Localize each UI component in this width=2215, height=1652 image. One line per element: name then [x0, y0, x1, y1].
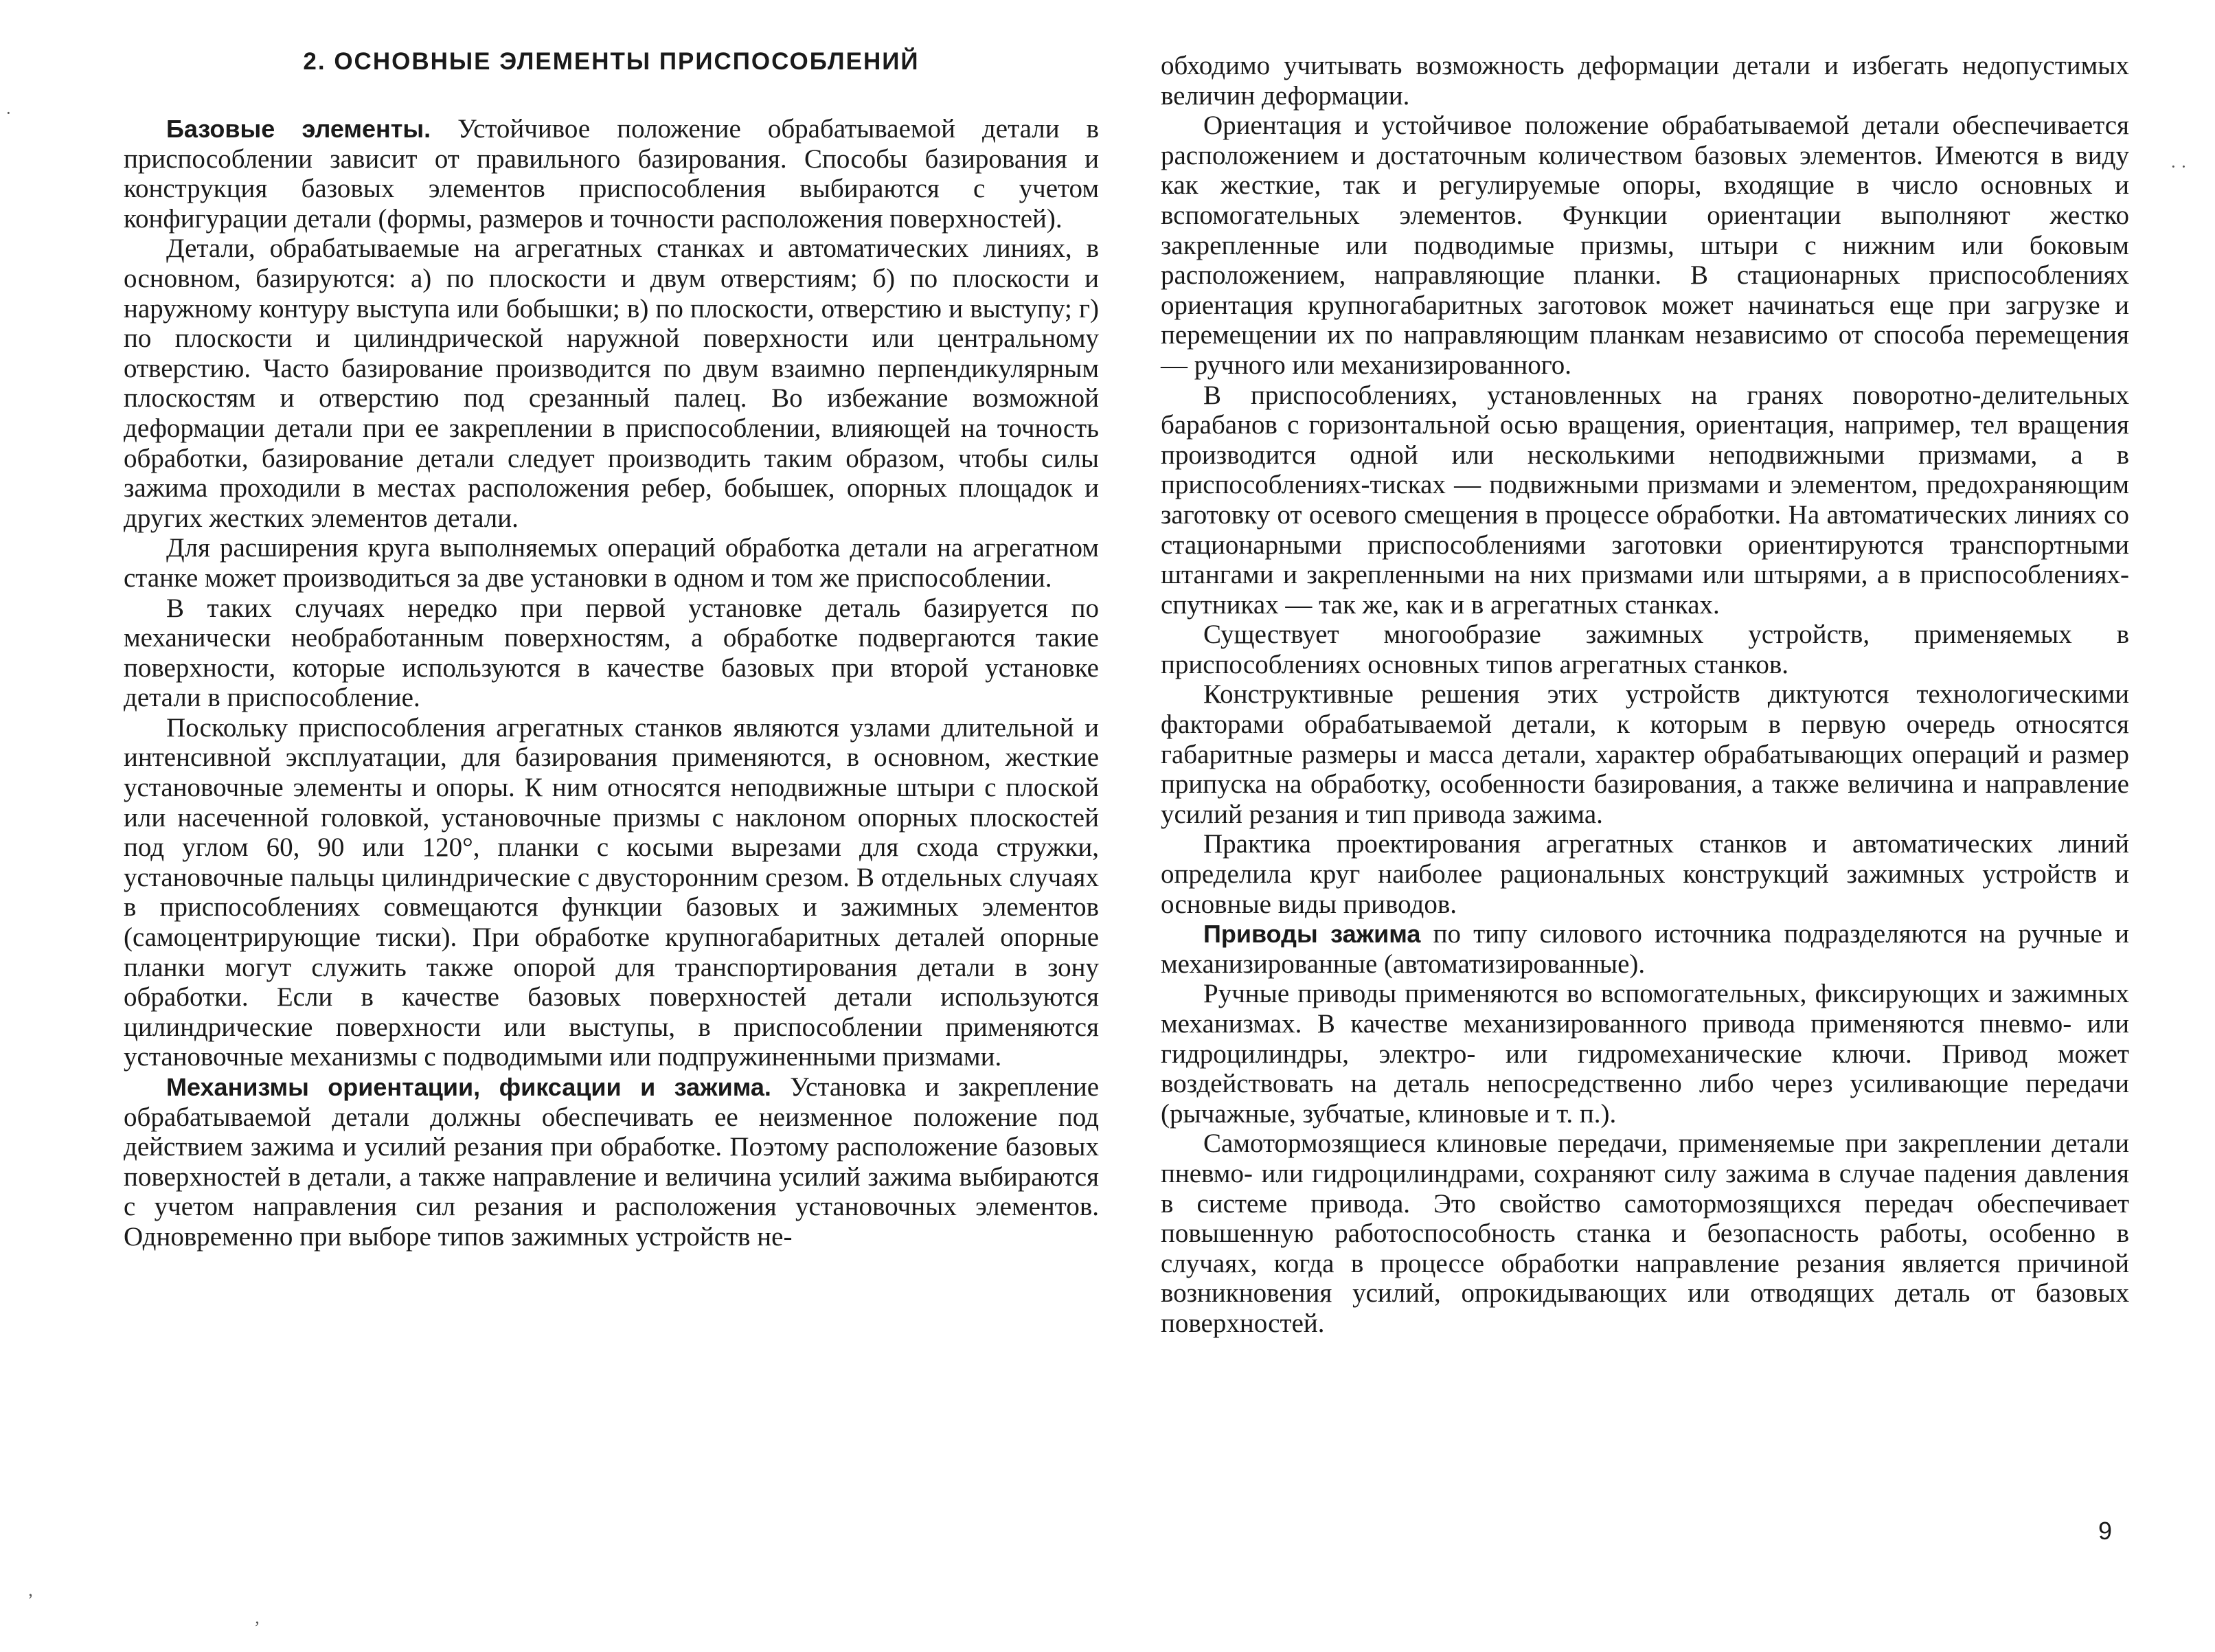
paragraph-mechanisms — [124, 1072, 1099, 1252]
paragraph-text: Устойчивое положение обрабатываемой детали в приспособлении зависит от правильного базирования. Способы базирования и конструкция базовых элементов приспособления выбираются с учетом конфигурации детали (формы, размеров и точности расположения поверхностей). — [124, 114, 1100, 234]
paragraph: Конструктивные решения этих устройств диктуются технологическими факторами обрабатываемой детали, к которым в первую очередь относятся габаритные размеры и масса детали, характер обрабатывающих операций и размер припуска на обработку, особенности базирования, а также величина и направление усилий резания и тип привода зажима. — [1161, 679, 2129, 829]
page-number: 9 — [2098, 1517, 2112, 1545]
scan-speck: · · — [2170, 157, 2187, 177]
left-page — [124, 0, 1099, 1652]
paragraph: Самотормозящиеся клиновые передачи, применяемые при закреплении детали пневмо- или гидроцилиндрами, сохраняют силу зажима в случае падения давления в системе привода. Это свойство самотормозящихся передач обеспечивает повышенную работоспособность станка и безопасность работы, особенно в случаях, когда в процессе обработки направление резания является причиной возникновения усилий, опрокидывающих или отводящих деталь от базовых поверхностей. — [1161, 1129, 2129, 1338]
right-page — [1161, 0, 2129, 1652]
paragraph: Ручные приводы применяются во вспомогательных, фиксирующих и зажимных механизмах. В качестве механизированного привода применяются пневмо- или гидроцилиндры, электро- или гидромеханические ключи. Привод может воздействовать на деталь непосредственно либо через усиливающие передачи (рычажные, зубчатые, клиновые и т. п.). — [1161, 979, 2129, 1129]
left-column-text — [124, 114, 1099, 1252]
scan-speck: ‚ — [27, 1580, 34, 1600]
paragraph-text: по типу силового источника подразделяются на ручные и механизированные (автоматизированные). — [1161, 919, 2129, 979]
paragraph: Существует многообразие зажимных устройств, применяемых в приспособлениях основных типов агрегатных станков. — [1161, 620, 2129, 679]
paragraph-continuation: обходимо учитывать возможность деформации детали и избегать недопустимых величин деформации. — [1161, 51, 2129, 111]
paragraph: В таких случаях нередко при первой установке деталь базируется по механически необработанным поверхностям, а обработке подвергаются такие поверхности, которые используются в качестве базовых при второй установке детали в приспособление. — [124, 593, 1099, 713]
paragraph: Ориентация и устойчивое положение обрабатываемой детали обеспечивается расположением и достаточным количеством базовых элементов. Имеются в виду как жесткие, так и регулируемые опоры, входящие в число основных и вспомогательных элементов. Функции ориентации выполняют жестко закрепленные или подводимые призмы, штыри с нижним или боковым расположением, направляющие планки. В стационарных приспособлениях ориентация крупногабаритных заготовок может начинаться еще при загрузке и перемещении их по направляющим планкам независимо от способа перемещения — ручного или механизированного. — [1161, 111, 2129, 380]
paragraph: Поскольку приспособления агрегатных станков являются узлами длительной и интенсивной эксплуатации, для базирования применяются, в основном, жесткие установочные элементы и опоры. К ним относятся неподвижные штыри с плоской или насеченной головкой, установочные призмы с наклоном опорных плоскостей под углом 60, 90 или 120°, планки с косыми вырезами для схода стружки, установочные пальцы цилиндрические с двусторонним срезом. В отдельных случаях в приспособлениях совмещаются функции базовых и зажимных элементов (самоцентрирующие тиски). При обработке крупногабаритных деталей опорные планки могут служить также опорой для транспортирования детали в зону обработки. Если в качестве базовых поверхностей детали используются цилиндрические поверхности или выступы, в приспособлении применяются установочные механизмы с подводимыми или подпружиненными призмами. — [124, 712, 1099, 1072]
scan-speck: · — [5, 103, 12, 123]
scan-speck: ‚ — [254, 1607, 260, 1627]
paragraph: В приспособлениях, установленных на гранях поворотно-делительных барабанов с горизонтальной осью вращения, ориентация, например, тел вращения производится одной или несколькими неподвижными призмами, а в приспособлениях-тисках — подвижными призмами и элементом, предохраняющим заготовку от осевого смещения в процессе обработки. На автоматических линиях со стационарными приспособлениями заготовки ориентируются транспортными штангами и закрепленными на них призмами или штырями, а в приспособлениях-спутниках — так же, как и в агрегатных станках. — [1161, 380, 2129, 620]
run-in-heading-mechanisms: Механизмы ориентации, фиксации и зажима. — [166, 1073, 771, 1101]
run-in-heading-base-elements: Базовые элементы. — [166, 115, 431, 143]
section-title: 2. ОСНОВНЫЕ ЭЛЕМЕНТЫ ПРИСПОСОБЛЕНИЙ — [303, 48, 920, 75]
paragraph: Практика проектирования агрегатных станков и автоматических линий определила круг наиболее рациональных конструкций зажимных устройств и основные виды приводов. — [1161, 829, 2129, 919]
run-in-heading-clamp-drives: Приводы зажима — [1203, 920, 1421, 949]
paragraph-clamp-drives — [1161, 919, 2129, 979]
paragraph: Детали, обрабатываемые на агрегатных станках и автоматических линиях, в основном, базируются: а) по плоскости и двум отверстиям; б) по плоскости и наружному контуру выступа или бобышки; в) по плоскости, отверстию и выступу; г) по плоскости и цилиндрической наружной поверхности или центральному отверстию. Часто базирование производится по двум взаимно перпендикулярным плоскостям и отверстию под срезанный палец. Во избежание возможной деформации детали при ее закреплении в приспособлении, влияющей на точность обработки, базирование детали следует производить таким образом, чтобы силы зажима проходили в местах расположения ребер, бобышек, опорных площадок и других жестких элементов детали. — [124, 234, 1099, 533]
right-column-text — [1161, 0, 2129, 1339]
paragraph-text: Установка и закрепление обрабатываемой детали должны обеспечивать ее неизменное положение под действием зажима и усилий резания при обработке. Поэтому расположение базовых поверхностей в детали, а также направление и величина усилий зажима выбираются с учетом направления сил резания и расположения установочных элементов. Одновременно при выборе типов зажимных устройств не- — [124, 1072, 1100, 1252]
paragraph: Для расширения круга выполняемых операций обработка детали на агрегатном станке может производиться за две установки в одном и том же приспособлении. — [124, 533, 1099, 593]
paragraph-base-elements — [124, 114, 1099, 234]
